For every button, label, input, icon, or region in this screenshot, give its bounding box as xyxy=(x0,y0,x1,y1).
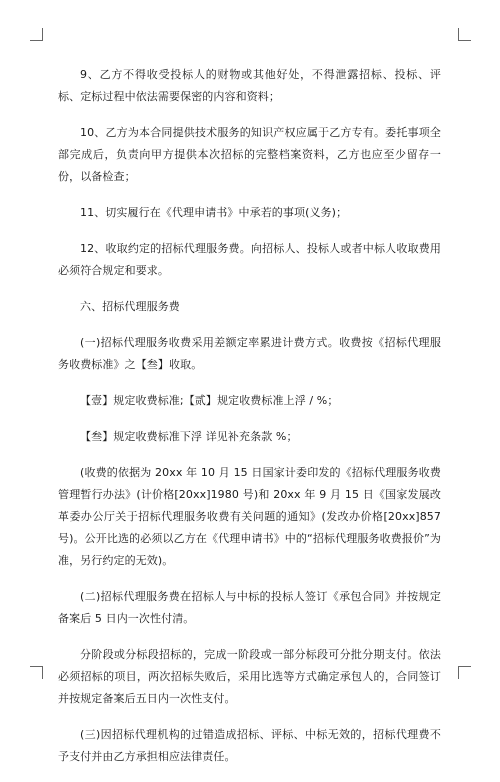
crop-mark-top-right xyxy=(458,28,471,41)
clause-12: 12、收取约定的招标代理服务费。向招标人、投标人或者中标人收取费用必须符合规定和要求。 xyxy=(58,242,441,277)
clause-11: 11、切实履行在《代理申请书》中承若的事项(义务)； xyxy=(80,206,348,219)
section-heading-6: 六、招标代理服务费 xyxy=(80,300,180,313)
crop-mark-bottom-right xyxy=(458,666,471,679)
fee-standard-options: 【壹】规定收费标准;【贰】规定收费标准上浮 / %； xyxy=(80,394,339,407)
fee-staged-payment: 分阶段或分标段招标的，完成一阶段或一部分标段可分批分期支付。依法必须招标的项目，两次招标失败后，采用比选等方式确定承包人的，合同签订并按规定备案后五日内一次性支付。 xyxy=(58,648,441,705)
fee-item-3: (三)因招标代理机构的过错造成招标、评标、中标无效的，招标代理费不予支付并由乙方承担相应法律责任。 xyxy=(58,728,441,763)
crop-mark-bottom-left xyxy=(30,666,43,679)
document-body xyxy=(58,64,441,782)
crop-mark-top-left xyxy=(30,28,43,41)
fee-item-1: (一)招标代理服务收费采用差额定率累进计费方式。收费按《招标代理服务收费标准》之【叁】收取。 xyxy=(58,336,441,371)
clause-10: 10、乙方为本合同提供技术服务的知识产权应属于乙方专有。委托事项全部完成后，负责向甲方提供本次招标的完整档案资料，乙方也应至少留存一份，以备检查； xyxy=(58,126,441,183)
clause-9: 9、乙方不得收受投标人的财物或其他好处，不得泄露招标、投标、评标、定标过程中依法需要保密的内容和资料； xyxy=(58,68,441,103)
fee-item-2: (二)招标代理服务费在招标人与中标的投标人签订《承包合同》并按规定备案后 5 日内一次性付清。 xyxy=(58,590,441,625)
fee-basis-note: (收费的依据为 20xx 年 10 月 15 日国家计委印发的《招标代理服务收费管理暂行办法》(计价格[20xx]1980 号)和 20xx 年 9 月 15 日《国家发展改革委办公厅关于招标代理服务收费有关问题的通知》(发改办价格[20xx]857 号)。公开比选的必须以乙方在《代理申请书》中的“招标代理服务收费报价”为准，另行约定的无效)。 xyxy=(58,466,441,567)
fee-standard-discount: 【叁】规定收费标准下浮 详见补充条款 %； xyxy=(80,430,298,443)
